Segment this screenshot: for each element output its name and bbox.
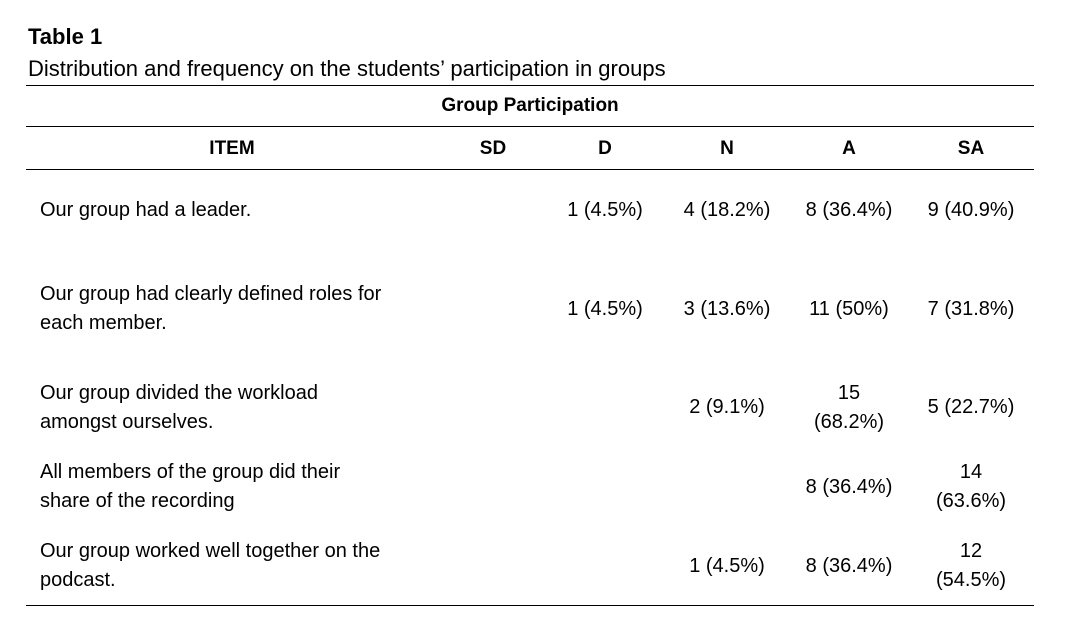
cell-a: 11 (50%) xyxy=(809,298,889,320)
column-header-a: A xyxy=(842,138,856,159)
cell-a: 8 (36.4%) xyxy=(805,476,893,498)
rule-top xyxy=(26,85,1034,86)
column-header-n: N xyxy=(720,138,734,159)
table-caption-subtitle: Distribution and frequency on the students’ participation in groups xyxy=(28,56,666,81)
cell-n: 1 (4.5%) xyxy=(689,555,765,577)
cell-sa: 12 (54.5%) xyxy=(935,540,1007,591)
row-item-text: Our group divided the workload amongst ourselves. xyxy=(40,382,318,433)
column-header-sd: SD xyxy=(479,138,507,159)
cell-a: 8 (36.4%) xyxy=(805,555,893,577)
rule-header-bottom xyxy=(26,169,1034,170)
column-header-sa: SA xyxy=(957,138,985,159)
cell-d: 1 (4.5%) xyxy=(567,298,643,320)
row-item-text: Our group had clearly defined roles for each member. xyxy=(40,283,382,334)
rule-group xyxy=(26,126,1034,127)
cell-sa: 9 (40.9%) xyxy=(927,199,1015,221)
cell-d: 1 (4.5%) xyxy=(567,199,643,221)
rule-bottom xyxy=(26,605,1034,606)
cell-sa: 14 (63.6%) xyxy=(935,461,1007,512)
column-header-d: D xyxy=(598,138,612,159)
row-item-text: Our group worked well together on the podcast. xyxy=(40,540,381,591)
row-item-text: Our group had a leader. xyxy=(40,199,252,221)
cell-n: 4 (18.2%) xyxy=(683,199,771,221)
cell-n: 3 (13.6%) xyxy=(683,298,771,320)
cell-a: 8 (36.4%) xyxy=(805,199,893,221)
table-caption-title: Table 1 xyxy=(28,24,103,49)
cell-a: 15 (68.2%) xyxy=(813,382,885,433)
column-header-item: ITEM xyxy=(209,138,255,159)
group-participation-header: Group Participation xyxy=(441,95,619,116)
cell-sa: 5 (22.7%) xyxy=(927,396,1015,418)
cell-sa: 7 (31.8%) xyxy=(927,298,1015,320)
row-item-text: All members of the group did their share of the recording xyxy=(40,461,341,512)
cell-n: 2 (9.1%) xyxy=(689,396,765,418)
